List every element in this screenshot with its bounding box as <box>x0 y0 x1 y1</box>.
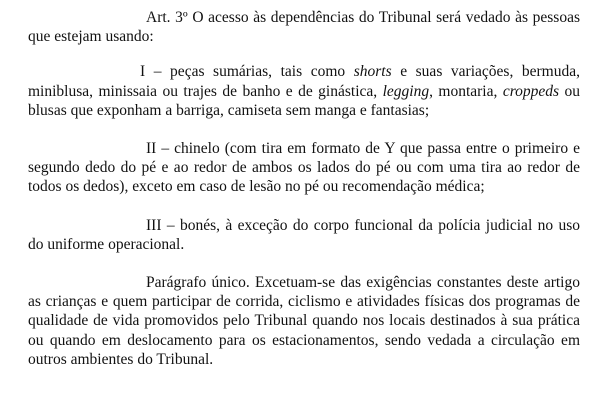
item-i-italic-shorts: shorts <box>353 63 392 81</box>
item-i-italic-legging: legging <box>382 82 430 100</box>
sole-paragraph: Parágrafo único. Excetuam-se das exigências constantes deste artigo as crianças e quem participar de corrida, ciclismo e atividades físicas dos programas de qualidade de vida promovidos pelo Tribunal quando nos locais destinados à sua prática ou quando em deslocamento para os estacionamentos, sendo vedada a circulação em outros ambientes do Tribunal. <box>28 274 580 368</box>
item-iii: III – bonés, à exceção do corpo funcional da polícia judicial no uso do uniforme operacional. <box>28 216 580 253</box>
item-i-text-3: , montaria, <box>429 82 503 100</box>
item-i-text-1: I – peças sumárias, tais como <box>140 63 354 81</box>
item-i-italic-croppeds: croppeds <box>502 82 560 100</box>
item-i-text-4: ou blusas que exponham a barriga, camiseta sem manga e fantasias; <box>28 82 581 119</box>
article-heading: Art. 3º O acesso às dependências do Tribunal será vedado às pessoas que estejam usando: <box>28 9 580 46</box>
item-i-text-2: e suas variações, bermuda, miniblusa, minissaia ou trajes de banho e de ginástica, <box>28 63 580 100</box>
item-ii: II – chinelo (com tira em formato de Y que passa entre o primeiro e segundo dedo do pé e ao redor de ambos os lados do pé ou com uma tira ao redor de todos os dedos), exceto em caso de lesão no pé ou recomendação médica; <box>28 140 580 196</box>
item-i <box>28 62 580 120</box>
